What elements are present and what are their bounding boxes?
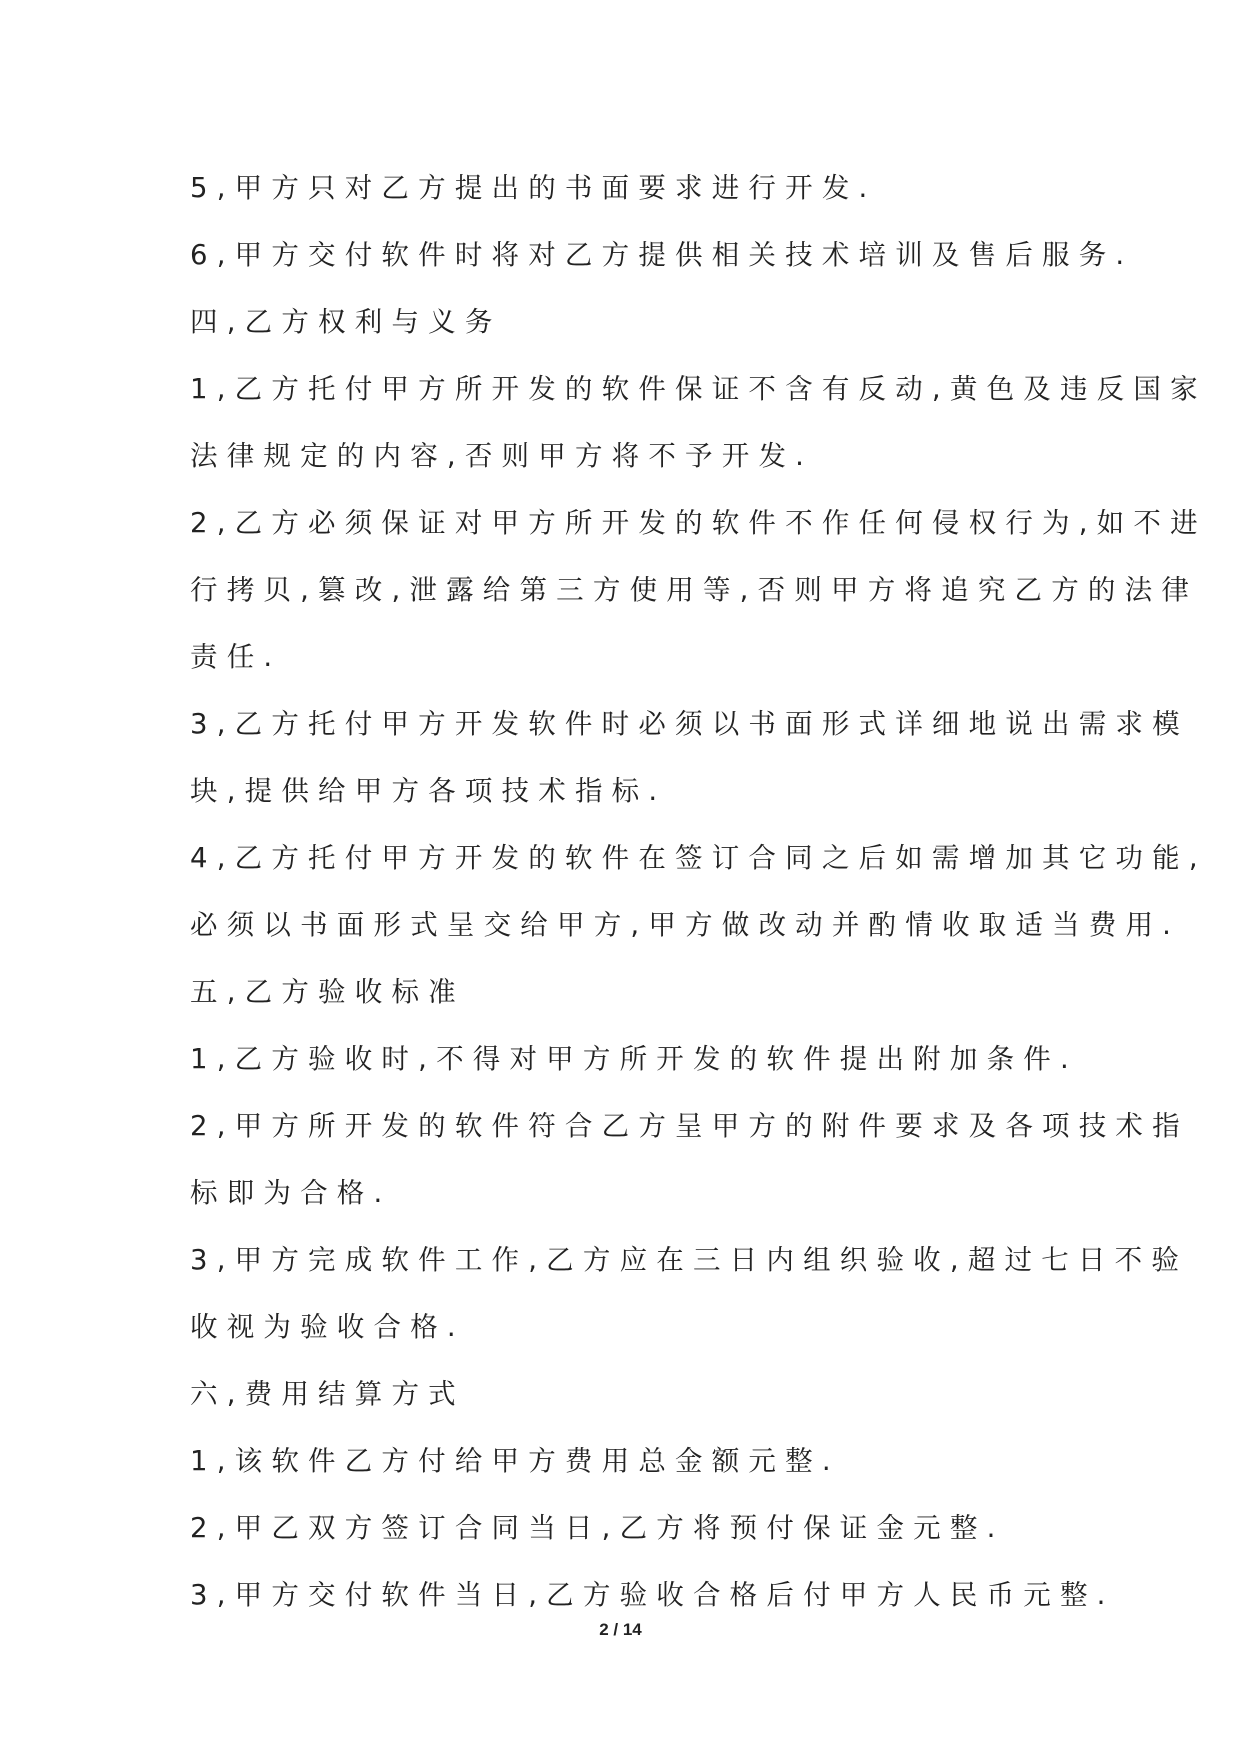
text-line: 4,乙方托付甲方开发的软件在签订合同之后如需增加其它功能, (190, 842, 1207, 874)
text-line: 2,甲乙双方签订合同当日,乙方将预付保证金元整. (190, 1512, 1005, 1544)
document-body (190, 155, 1207, 1629)
text-line: 2,乙方必须保证对甲方所开发的软件不作任何侵权行为,如不进 (190, 507, 1207, 539)
page-number: 2 / 14 (599, 1620, 642, 1639)
text-line: 责任. (190, 641, 282, 673)
text-line: 5,甲方只对乙方提出的书面要求进行开发. (190, 172, 877, 204)
text-line: 块,提供给甲方各项技术指标. (190, 775, 667, 807)
text-line: 1,乙方托付甲方所开发的软件保证不含有反动,黄色及违反国家 (190, 373, 1207, 405)
section-heading: 四,乙方权利与义务 (190, 306, 502, 338)
text-line: 1,该软件乙方付给甲方费用总金额元整. (190, 1445, 840, 1477)
text-line: 行拷贝,篡改,泄露给第三方使用等,否则甲方将追究乙方的法律 (190, 574, 1199, 606)
text-line: 3,甲方完成软件工作,乙方应在三日内组织验收,超过七日不验 (190, 1244, 1189, 1276)
section-heading: 六,费用结算方式 (190, 1378, 465, 1410)
text-line: 必须以书面形式呈交给甲方,甲方做改动并酌情收取适当费用. (190, 909, 1181, 941)
text-line: 3,乙方托付甲方开发软件时必须以书面形式详细地说出需求模 (190, 708, 1189, 740)
text-line: 标即为合格. (190, 1177, 392, 1209)
text-line: 2,甲方所开发的软件符合乙方呈甲方的附件要求及各项技术指 (190, 1110, 1189, 1142)
text-line: 3,甲方交付软件当日,乙方验收合格后付甲方人民币元整. (190, 1579, 1115, 1611)
text-line: 收视为验收合格. (190, 1311, 465, 1343)
text-line: 法律规定的内容,否则甲方将不予开发. (190, 440, 814, 472)
section-heading: 五,乙方验收标准 (190, 976, 465, 1008)
text-line: 1,乙方验收时,不得对甲方所开发的软件提出附加条件. (190, 1043, 1078, 1075)
text-line: 6,甲方交付软件时将对乙方提供相关技术培训及售后服务. (190, 239, 1134, 271)
